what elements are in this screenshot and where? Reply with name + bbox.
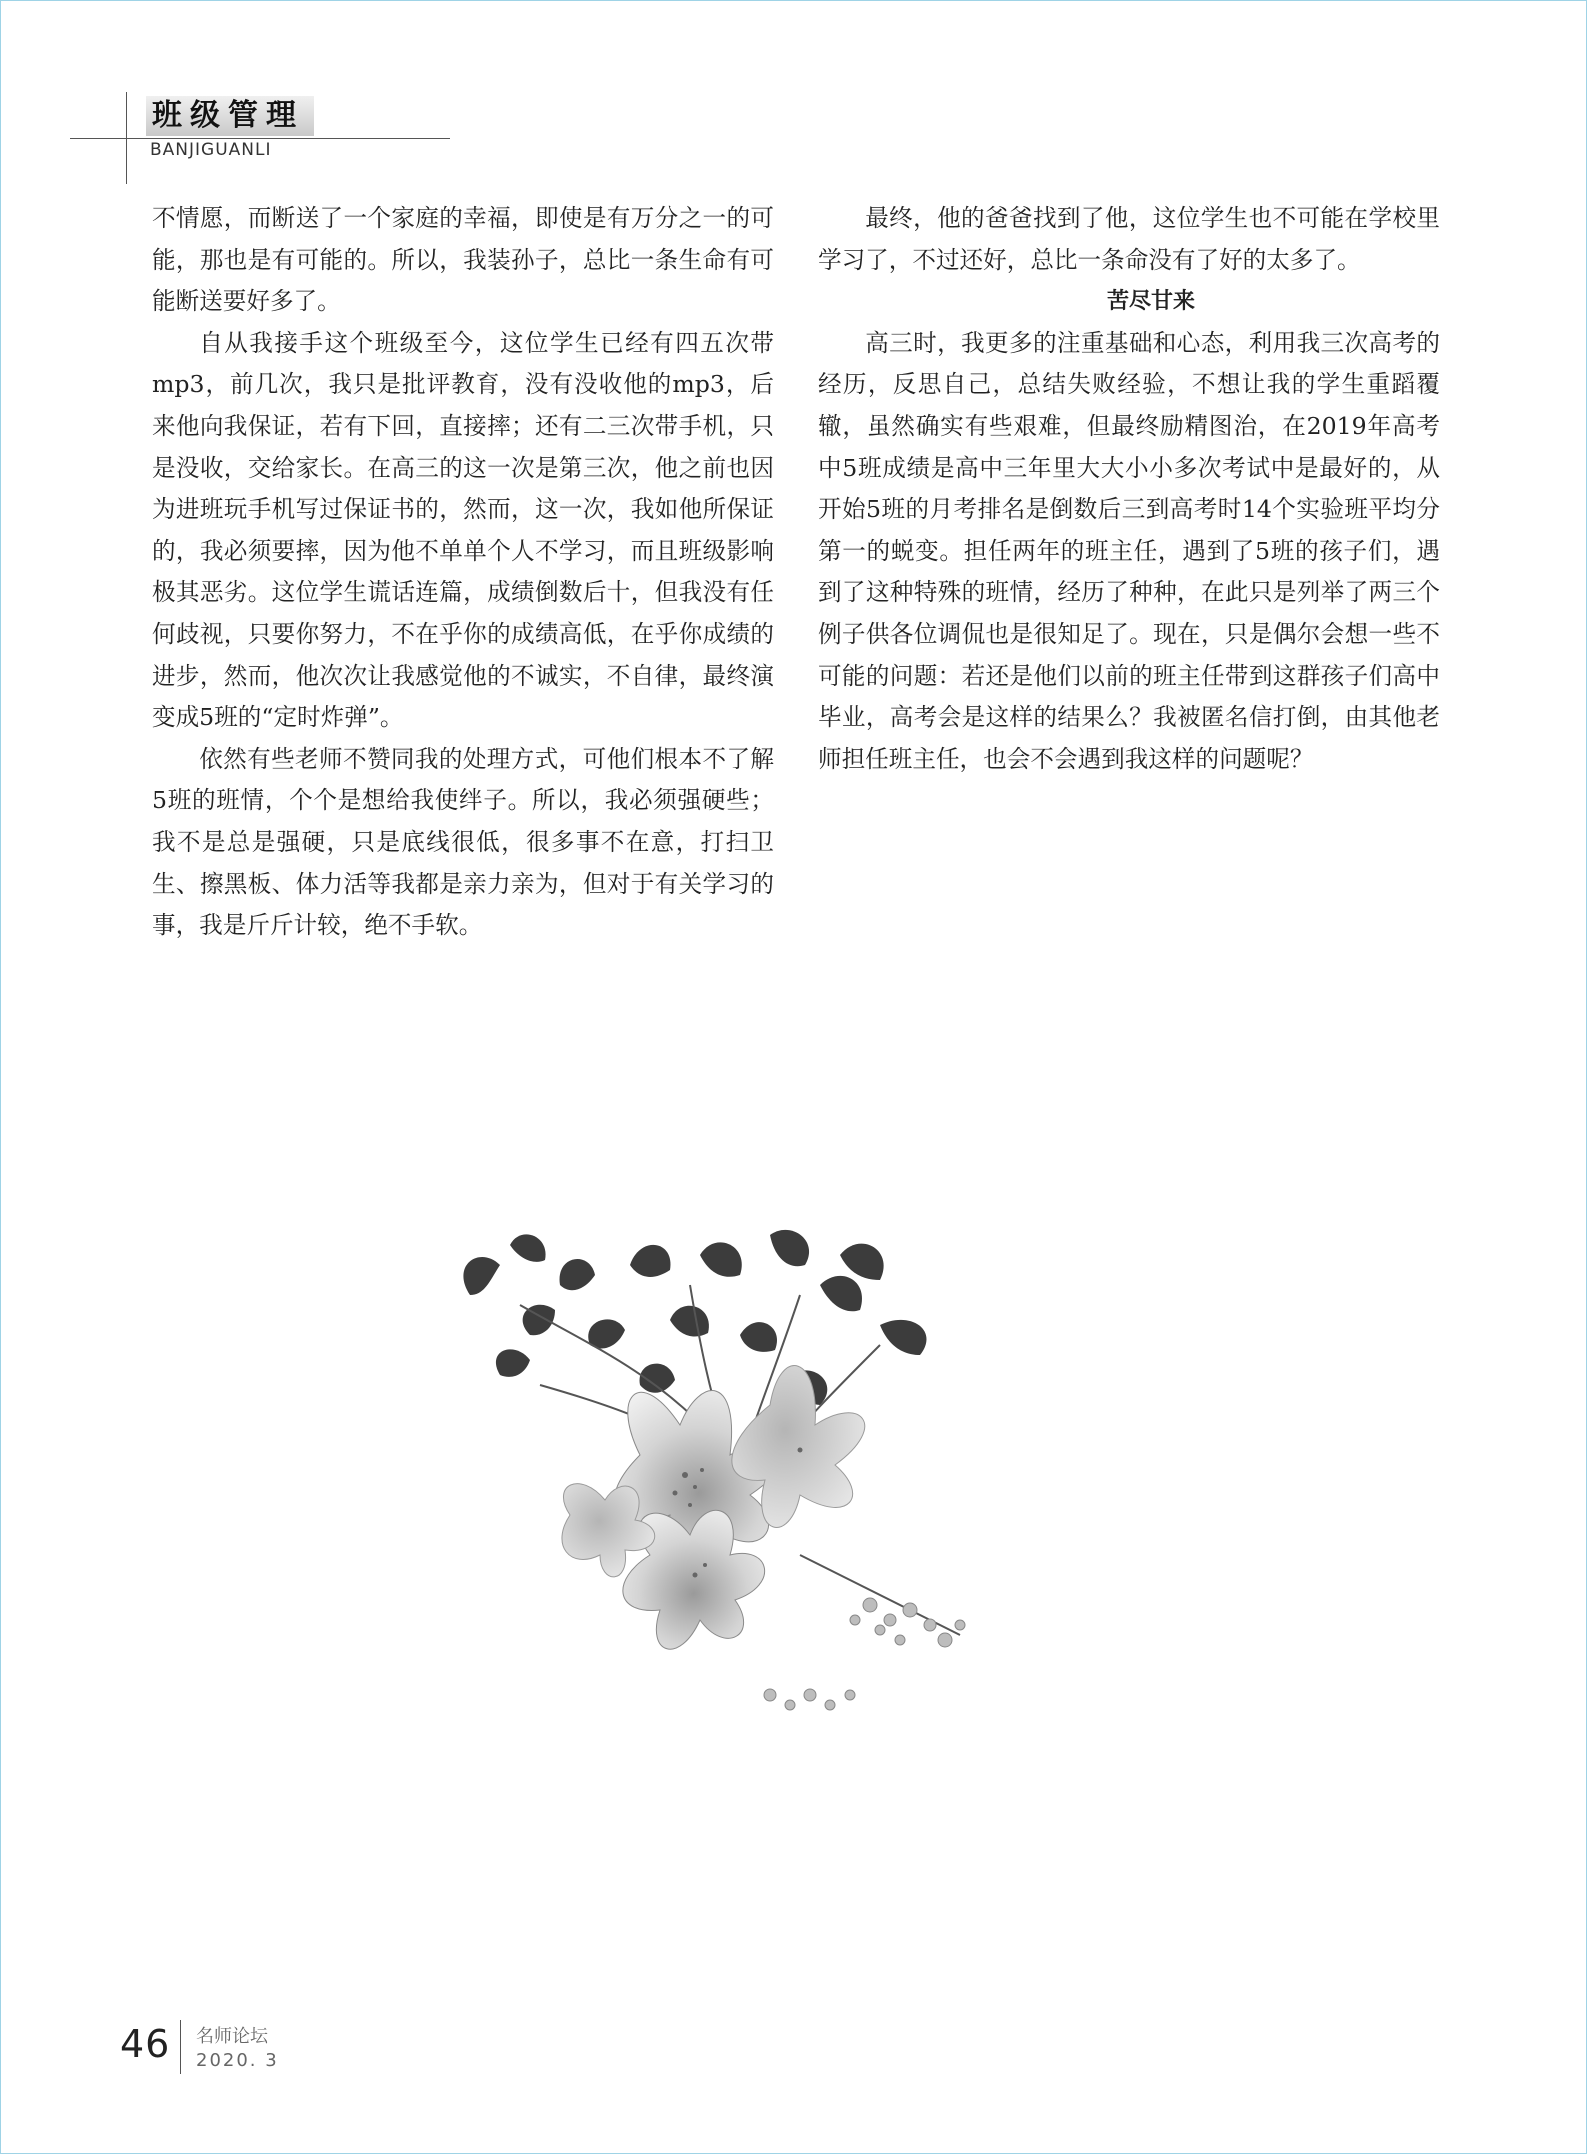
paragraph: 依然有些老师不赞同我的处理方式，可他们根本不了解5班的班情，个个是想给我使绊子。所以，我必须强硬些；我不是总是强硬，只是底线很低，很多事不在意，打扫卫生、擦黑板、体力活等我都是亲力亲为，但对于有关学习的事，我是斤斤计较，绝不手软。 [152,744,774,940]
header-rule-horizontal [70,138,450,139]
paragraph: 最终，他的爸爸找到了他，这位学生也不可能在学校里学习了，不过还好，总比一条命没有了好的太多了。 [818,204,1440,274]
paragraph: 自从我接手这个班级至今，这位学生已经有四五次带mp3，前几次，我只是批评教育，没有没收他的mp3，后来他向我保证，若有下回，直接摔；还有二三次带手机，只是没收，交给家长。在高三的这一次是第三次，他之前也因为进班玩手机写过保证书的，然而，这一次，我如他所保证的，我必须要摔，因为他不单单个人不学习，而且班级影响极其恶劣。这位学生谎话连篇，成绩倒数后十，但我没有任何歧视，只要你努力，不在乎你的成绩高低，在乎你成绩的进步，然而，他次次让我感觉他的不诚实，不自律，最终演变成5班的“定时炸弹”。 [152,328,774,732]
footer-divider [180,2020,181,2074]
page-number: 46 [120,2022,171,2066]
header-rule-vertical [126,92,127,184]
left-column [152,198,774,947]
issue-number: 2020. 3 [196,2050,279,2071]
flower-illustration [440,1225,1080,1735]
right-column [818,198,1440,780]
section-pinyin: BANJIGUANLI [150,140,272,160]
section-title: 班级管理 [146,96,314,136]
subheading: 苦尽甘来 [1106,289,1195,315]
magazine-name: 名师论坛 [196,2026,268,2047]
paragraph: 不情愿，而断送了一个家庭的幸福，即使是有万分之一的可能，那也是有可能的。所以，我装孙子，总比一条生命有可能断送要好多了。 [152,204,774,316]
paragraph: 高三时，我更多的注重基础和心态，利用我三次高考的经历，反思自己，总结失败经验，不想让我的学生重蹈覆辙，虽然确实有些艰难，但最终励精图治，在2019年高考中5班成绩是高中三年里大大小小多次考试中是最好的，从开始5班的月考排名是倒数后三到高考时14个实验班平均分第一的蜕变。担任两年的班主任，遇到了5班的孩子们，遇到了这种特殊的班情，经历了种种，在此只是列举了两三个例子供各位调侃也是很知足了。现在，只是偶尔会想一些不可能的问题：若还是他们以前的班主任带到这群孩子们高中毕业，高考会是这样的结果么？我被匿名信打倒，由其他老师担任班主任，也会不会遇到我这样的问题呢？ [818,328,1440,773]
